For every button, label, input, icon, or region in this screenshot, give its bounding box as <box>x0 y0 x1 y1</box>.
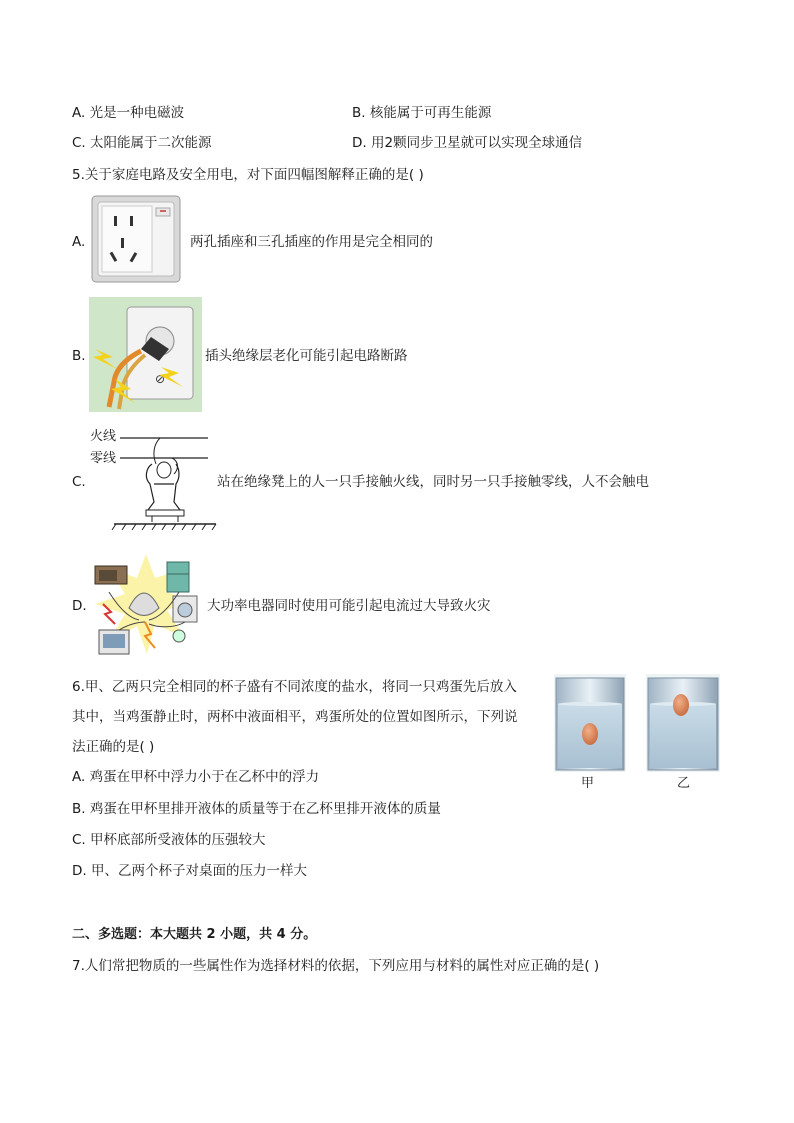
egg-cups-image <box>554 674 720 774</box>
q6-option-c: C. 甲杯底部所受液体的压强较大 <box>72 832 266 848</box>
q5-option-c-text: 站在绝缘凳上的人一只手接触火线，同时另一只手接触零线，人不会触电 <box>217 474 649 490</box>
wall-socket-image <box>90 194 182 284</box>
svg-text:⊘: ⊘ <box>155 372 166 386</box>
cup-label-left: 甲 <box>581 776 595 791</box>
q6-option-a: A. 鸡蛋在甲杯中浮力小于在乙杯中的浮力 <box>72 769 320 785</box>
q6-option-d: D. 甲、乙两个杯子对桌面的压力一样大 <box>72 863 307 879</box>
neutral-wire-label: 零线 <box>90 451 117 466</box>
q5-option-b-letter: B. <box>72 348 86 364</box>
live-wire-label: 火线 <box>90 429 117 444</box>
q5-option-a-letter: A. <box>72 234 86 250</box>
cup-label-right: 乙 <box>677 776 691 791</box>
section-heading: 二、多选题：本大题共 2 小题，共 4 分。 <box>72 927 317 942</box>
plug-insulation-image <box>89 297 202 412</box>
q5-option-d-text: 大功率电器同时使用可能引起电流过大导致火灾 <box>207 598 491 614</box>
q6-stem-line-3: 法正确的是( ) <box>72 739 155 755</box>
q4-option-d: D. 用2颗同步卫星就可以实现全球通信 <box>352 135 583 151</box>
q4-option-b: B. 核能属于可再生能源 <box>352 105 492 121</box>
q5-option-d-letter: D. <box>72 598 87 614</box>
q6-stem-line-1: 6.甲、乙两只完全相同的杯子盛有不同浓度的盐水，将同一只鸡蛋先后放入 <box>72 679 517 695</box>
q4-option-a: A. 光是一种电磁波 <box>72 105 185 121</box>
q5-option-b-text: 插头绝缘层老化可能引起电路断路 <box>205 348 408 364</box>
insulated-stool-person-diagram <box>110 428 220 532</box>
overloaded-appliances-image <box>89 548 204 658</box>
q4-option-c: C. 太阳能属于二次能源 <box>72 135 212 151</box>
q5-stem: 5.关于家庭电路及安全用电，对下面四幅图解释正确的是( ) <box>72 167 424 183</box>
q5-option-a-text: 两孔插座和三孔插座的作用是完全相同的 <box>190 234 433 250</box>
q6-stem-line-2: 其中，当鸡蛋静止时，两杯中液面相平，鸡蛋所处的位置如图所示，下列说 <box>72 709 518 725</box>
q7-stem: 7.人们常把物质的一些属性作为选择材料的依据，下列应用与材料的属性对应正确的是( ) <box>72 958 600 974</box>
q6-option-b: B. 鸡蛋在甲杯里排开液体的质量等于在乙杯里排开液体的质量 <box>72 801 441 817</box>
q5-option-c-letter: C. <box>72 474 86 490</box>
